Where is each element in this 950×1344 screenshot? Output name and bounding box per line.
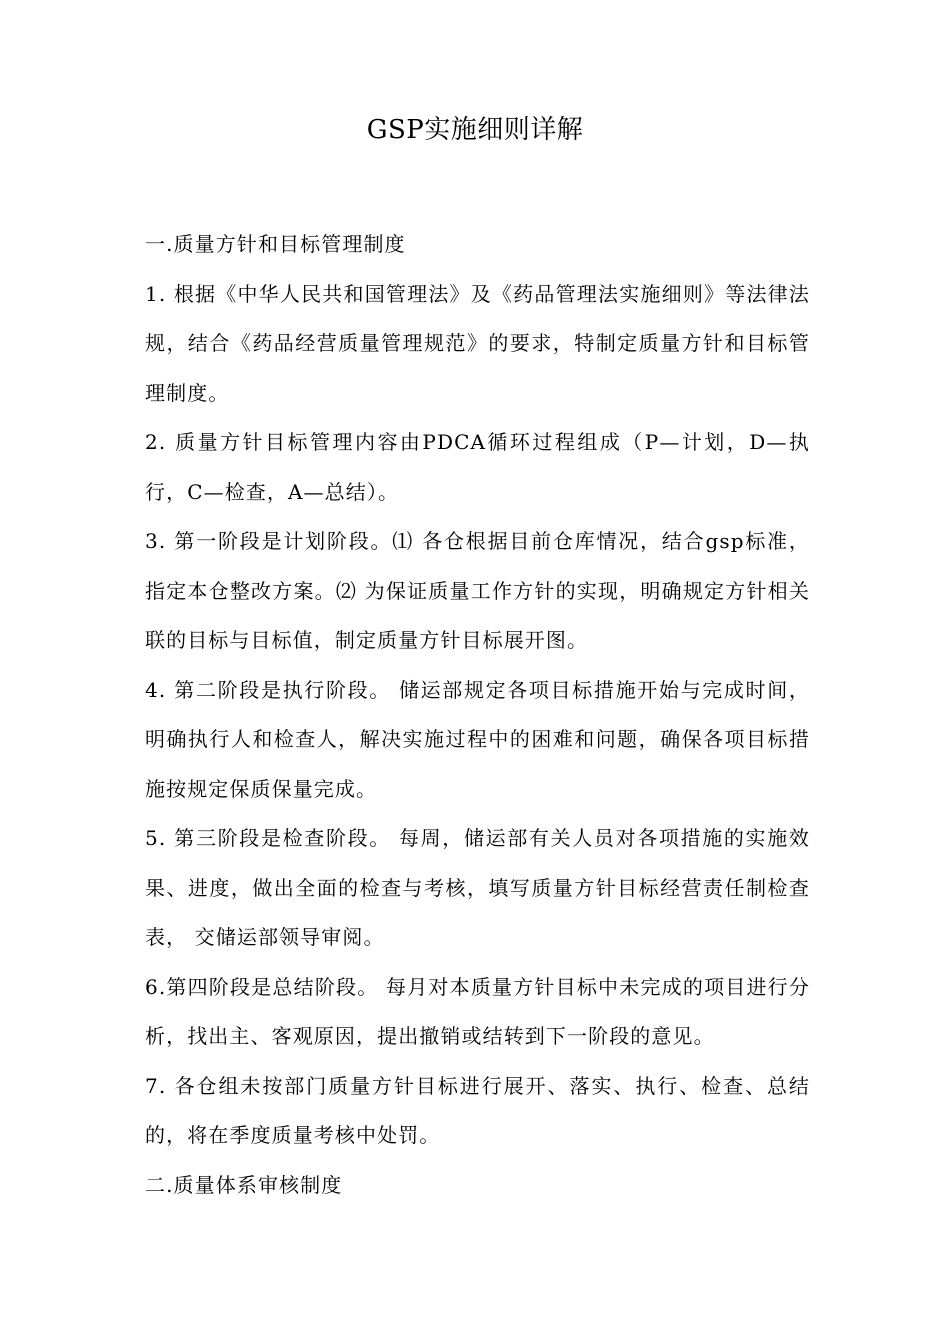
list-item-7: 7. 各仓组未按部门质量方针目标进行展开、落实、执行、检查、总结的，将在季度质量考核中处罚。 [145,1073,810,1147]
list-item-5: 5. 第三阶段是检查阶段。 每周，储运部有关人员对各项措施的实施效果、进度，做出全面的检查与考核，填写质量方针目标经营责任制检查表， 交储运部领导审阅。 [145,826,810,949]
list-item-2: 2. 质量方针目标管理内容由PDCA循环过程组成（P—计划，D—执行，C—检查，A—总结）。 [145,430,810,504]
list-item-1: 1. 根据《中华人民共和国管理法》及《药品管理法实施细则》等法律法规，结合《药品经营质量管理规范》的要求，特制定质量方针和目标管理制度。 [145,281,810,405]
list-item-6: 6.第四阶段是总结阶段。 每月对本质量方针目标中未完成的项目进行分析，找出主、客观原因，提出撤销或结转到下一阶段的意见。 [145,974,810,1048]
list-item-4: 4. 第二阶段是执行阶段。 储运部规定各项目标措施开始与完成时间，明确执行人和检查人，解决实施过程中的困难和问题，确保各项目标措施按规定保质保量完成。 [145,677,810,801]
document-title: GSP实施细则详解 [366,115,584,145]
document-body [145,220,810,1210]
section-heading-2: 二.质量体系审核制度 [145,1172,343,1197]
list-item-3: 3. 第一阶段是计划阶段。⑴ 各仓根据目前仓库情况，结合gsp标准，指定本仓整改方案。⑵ 为保证质量工作方针的实现，明确规定方针相关联的目标与目标值，制定质量方针目标展开图。 [145,529,810,652]
section-heading-1: 一.质量方针和目标管理制度 [145,232,406,256]
